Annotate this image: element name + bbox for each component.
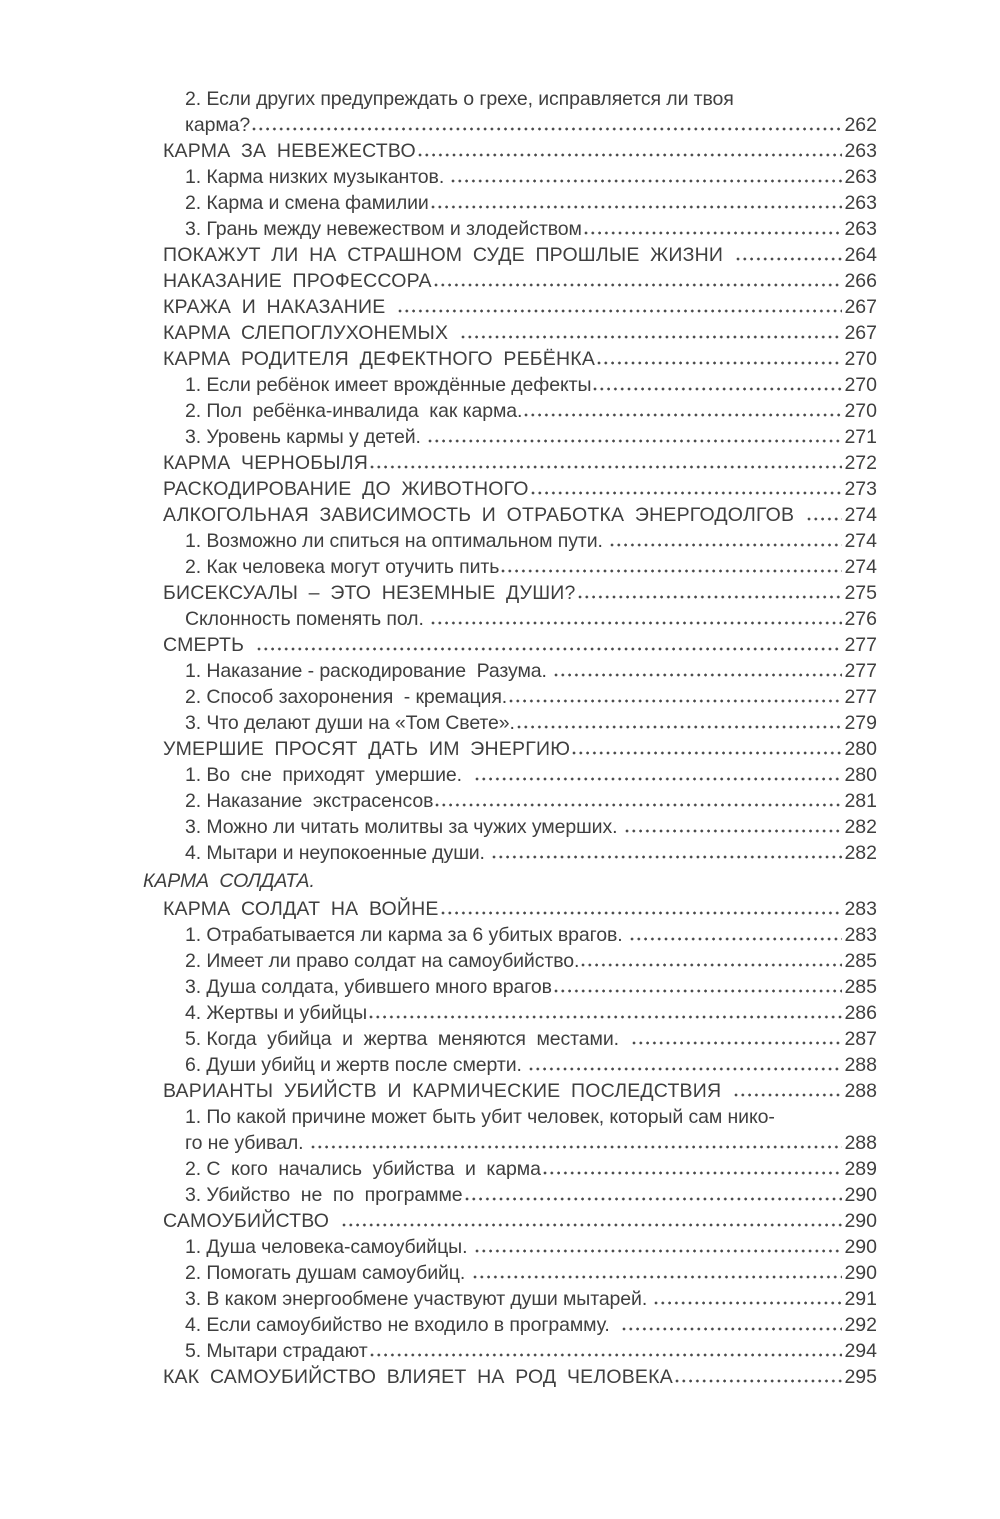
dot-leader xyxy=(578,595,843,599)
dot-leader xyxy=(501,569,842,573)
dot-leader xyxy=(342,1223,843,1227)
toc-entry-page-number: 283 xyxy=(844,924,877,946)
dot-leader xyxy=(475,1249,843,1253)
dot-leader xyxy=(465,1197,843,1201)
toc-entry-title: 2. Как человека могут отучить пить xyxy=(185,556,500,578)
toc-entry-page-number: 285 xyxy=(844,950,877,972)
toc-entry-title: 2. Пол ребёнка-инвалида как карма. xyxy=(185,400,523,422)
toc-entry xyxy=(143,86,877,112)
toc-entry-title: КАРМА СОЛДАТ НА ВОЙНЕ xyxy=(163,898,439,920)
dot-leader xyxy=(736,257,843,261)
dot-leader xyxy=(593,387,842,391)
toc-entry xyxy=(143,684,877,710)
toc-entry xyxy=(143,1130,877,1156)
dot-leader xyxy=(554,989,843,993)
toc-entry-title: 3. Грань между невежеством и злодейством xyxy=(185,218,582,240)
toc-entry-page-number: 274 xyxy=(844,530,877,552)
toc-entry-title: 2. Помогать душам самоубийц. xyxy=(185,1262,471,1284)
dot-leader xyxy=(675,1379,843,1383)
dot-leader xyxy=(257,647,843,651)
toc-entry-title: 1. Душа человека-самоубийцы. xyxy=(185,1236,473,1258)
dot-leader xyxy=(632,1041,843,1045)
toc-entry-title: 1. Отрабатывается ли карма за 6 убитых врагов. xyxy=(185,924,628,946)
toc-entry-title: 1. Если ребёнок имеет врождённые дефекты xyxy=(185,374,592,396)
toc-entry xyxy=(143,554,877,580)
toc-entry-title: 1. Во сне приходят умершие. xyxy=(185,764,473,786)
dot-leader xyxy=(622,1327,842,1331)
toc-entry xyxy=(143,1182,877,1208)
toc-entry-title: РАСКОДИРОВАНИЕ ДО ЖИВОТНОГО xyxy=(163,478,529,500)
dot-leader xyxy=(435,803,842,807)
toc-entry-page-number: 290 xyxy=(844,1262,877,1284)
toc-entry xyxy=(143,580,877,606)
toc-entry xyxy=(143,1364,877,1390)
toc-entry-page-number: 295 xyxy=(844,1366,877,1388)
dot-leader xyxy=(524,413,842,417)
toc-entry-page-number: 292 xyxy=(844,1314,877,1336)
toc-entry-page-number: 280 xyxy=(844,738,877,760)
toc-entry-page-number: 279 xyxy=(844,712,877,734)
toc-entry-page-number: 267 xyxy=(844,322,877,344)
toc-entry-page-number: 285 xyxy=(844,976,877,998)
dot-leader xyxy=(554,673,842,677)
toc-entry-page-number: 282 xyxy=(844,816,877,838)
toc-entry-page-number: 281 xyxy=(844,790,877,812)
toc-entry xyxy=(143,1234,877,1260)
toc-entry-title: ПОКАЖУТ ЛИ НА СТРАШНОМ СУДЕ ПРОШЛЫЕ ЖИЗНИ xyxy=(163,244,734,266)
dot-leader xyxy=(252,127,842,131)
dot-leader xyxy=(311,1145,843,1149)
toc-entry xyxy=(143,868,877,894)
toc-entry xyxy=(143,922,877,948)
toc-entry xyxy=(143,164,877,190)
dot-leader xyxy=(428,439,842,443)
toc-entry-page-number: 288 xyxy=(844,1080,877,1102)
toc-entry xyxy=(143,632,877,658)
dot-leader xyxy=(451,179,842,183)
dot-leader xyxy=(418,153,843,157)
dot-leader xyxy=(398,309,842,313)
toc-entry xyxy=(143,1260,877,1286)
toc-entry xyxy=(143,268,877,294)
toc-entry xyxy=(143,502,877,528)
toc-entry-title: 2. Наказание экстрасенсов xyxy=(185,790,434,812)
toc-entry-title: 3. Душа солдата, убившего много врагов xyxy=(185,976,552,998)
toc-entry xyxy=(143,814,877,840)
toc-entry-page-number: 288 xyxy=(844,1132,877,1154)
dot-leader xyxy=(473,1275,843,1279)
toc-entry xyxy=(143,1052,877,1078)
toc-entry-page-number: 282 xyxy=(844,842,877,864)
dot-leader xyxy=(431,205,843,209)
toc-entry xyxy=(143,658,877,684)
toc-entry-title: 2. Карма и смена фамилии xyxy=(185,192,429,214)
toc-entry-page-number: 287 xyxy=(844,1028,877,1050)
toc-entry-page-number: 277 xyxy=(844,686,877,708)
dot-leader xyxy=(509,699,842,703)
toc-entry-title: 1. Возможно ли спиться на оптимальном пути. xyxy=(185,530,609,552)
table-of-contents xyxy=(143,86,877,1390)
toc-entry-page-number: 263 xyxy=(844,192,877,214)
toc-entry xyxy=(143,840,877,866)
toc-entry-title: СМЕРТЬ xyxy=(163,634,255,656)
toc-entry-title: 1. По какой причине может быть убит человек, который сам нико- xyxy=(185,1106,775,1128)
dot-leader xyxy=(517,725,843,729)
toc-entry xyxy=(143,1208,877,1234)
dot-leader xyxy=(461,335,843,339)
toc-entry-page-number: 274 xyxy=(844,556,877,578)
toc-entry-page-number: 290 xyxy=(844,1236,877,1258)
toc-entry-title: 2. С кого начались убийства и карма xyxy=(185,1158,541,1180)
toc-entry-title: КАРМА РОДИТЕЛЯ ДЕФЕКТНОГО РЕБЁНКА xyxy=(163,348,596,370)
toc-entry-title: 3. Уровень кармы у детей. xyxy=(185,426,427,448)
toc-entry xyxy=(143,216,877,242)
dot-leader xyxy=(572,751,842,755)
toc-entry-title: 3. В каком энергообмене участвуют души мытарей. xyxy=(185,1288,653,1310)
toc-entry-title: 2. Если других предупреждать о грехе, исправляется ли твоя xyxy=(185,88,734,110)
dot-leader xyxy=(475,777,843,781)
toc-entry-title: 3. Убийство не по программе xyxy=(185,1184,463,1206)
dot-leader xyxy=(610,543,842,547)
dot-leader xyxy=(734,1093,843,1097)
toc-entry-page-number: 286 xyxy=(844,1002,877,1024)
toc-entry xyxy=(143,398,877,424)
toc-entry-page-number: 263 xyxy=(844,218,877,240)
toc-entry xyxy=(143,1078,877,1104)
toc-entry xyxy=(143,320,877,346)
toc-entry-title: ВАРИАНТЫ УБИЙСТВ И КАРМИЧЕСКИЕ ПОСЛЕДСТВИЯ xyxy=(163,1080,732,1102)
toc-entry-title: 1. Наказание - раскодирование Разума. xyxy=(185,660,553,682)
toc-entry-page-number: 272 xyxy=(844,452,877,474)
toc-entry-page-number: 274 xyxy=(844,504,877,526)
dot-leader xyxy=(441,911,843,915)
toc-entry-page-number: 273 xyxy=(844,478,877,500)
toc-entry xyxy=(143,450,877,476)
toc-entry-title: АЛКОГОЛЬНАЯ ЗАВИСИМОСТЬ И ОТРАБОТКА ЭНЕРГОДОЛГОВ xyxy=(163,504,805,526)
toc-entry-title: НАКАЗАНИЕ ПРОФЕССОРА xyxy=(163,270,432,292)
toc-entry-page-number: 288 xyxy=(844,1054,877,1076)
toc-entry-page-number: 283 xyxy=(844,898,877,920)
toc-entry-title: Склонность поменять пол. xyxy=(185,608,430,630)
toc-entry-page-number: 280 xyxy=(844,764,877,786)
toc-entry xyxy=(143,948,877,974)
toc-entry-title: го не убивал. xyxy=(185,1132,309,1154)
toc-entry-title: КАК САМОУБИЙСТВО ВЛИЯЕТ НА РОД ЧЕЛОВЕКА xyxy=(163,1366,673,1388)
toc-entry-title: КАРМА СОЛДАТА. xyxy=(143,870,315,892)
toc-entry xyxy=(143,112,877,138)
toc-entry-page-number: 276 xyxy=(844,608,877,630)
toc-entry xyxy=(143,242,877,268)
toc-entry-title: 5. Мытари страдают xyxy=(185,1340,368,1362)
toc-entry xyxy=(143,1156,877,1182)
toc-entry-page-number: 262 xyxy=(844,114,877,136)
toc-entry-page-number: 270 xyxy=(844,400,877,422)
toc-entry xyxy=(143,1338,877,1364)
toc-entry-title: КАРМА СЛЕПОГЛУХОНЕМЫХ xyxy=(163,322,459,344)
toc-entry-page-number: 270 xyxy=(844,374,877,396)
toc-entry-page-number: 275 xyxy=(844,582,877,604)
toc-entry xyxy=(143,294,877,320)
toc-entry-page-number: 294 xyxy=(844,1340,877,1362)
toc-entry-page-number: 291 xyxy=(844,1288,877,1310)
toc-entry-title: САМОУБИЙСТВО xyxy=(163,1210,340,1232)
toc-entry-title: 6. Души убийц и жертв после смерти. xyxy=(185,1054,528,1076)
toc-entry-title: 2. Способ захоронения - кремация. xyxy=(185,686,508,708)
dot-leader xyxy=(370,465,842,469)
toc-entry xyxy=(143,896,877,922)
dot-leader xyxy=(630,937,843,941)
toc-entry xyxy=(143,788,877,814)
dot-leader xyxy=(531,491,843,495)
toc-entry xyxy=(143,1286,877,1312)
toc-entry xyxy=(143,528,877,554)
toc-entry-page-number: 290 xyxy=(844,1210,877,1232)
toc-entry-page-number: 264 xyxy=(844,244,877,266)
toc-entry xyxy=(143,424,877,450)
toc-entry-title: 5. Когда убийца и жертва меняются местами. xyxy=(185,1028,630,1050)
dot-leader xyxy=(369,1015,842,1019)
toc-entry-title: БИСЕКСУАЛЫ – ЭТО НЕЗЕМНЫЕ ДУШИ? xyxy=(163,582,576,604)
dot-leader xyxy=(807,517,843,521)
toc-entry-title: 1. Карма низких музыкантов. xyxy=(185,166,450,188)
toc-entry-title: 4. Если самоубийство не входило в программу. xyxy=(185,1314,621,1336)
toc-entry-page-number: 267 xyxy=(844,296,877,318)
toc-entry-title: КАРМА ЧЕРНОБЫЛЯ xyxy=(163,452,369,474)
toc-entry-title: карма? xyxy=(185,114,251,136)
toc-entry xyxy=(143,710,877,736)
toc-entry xyxy=(143,1000,877,1026)
dot-leader xyxy=(543,1171,843,1175)
toc-entry xyxy=(143,762,877,788)
toc-entry-title: 4. Жертвы и убийцы xyxy=(185,1002,368,1024)
toc-entry-page-number: 270 xyxy=(844,348,877,370)
dot-leader xyxy=(584,231,843,235)
dot-leader xyxy=(434,283,843,287)
toc-entry-page-number: 277 xyxy=(844,634,877,656)
toc-entry xyxy=(143,1026,877,1052)
toc-entry-page-number: 271 xyxy=(844,426,877,448)
toc-entry xyxy=(143,190,877,216)
dot-leader xyxy=(370,1353,843,1357)
toc-entry xyxy=(143,476,877,502)
dot-leader xyxy=(529,1067,842,1071)
toc-entry-title: УМЕРШИЕ ПРОСЯТ ДАТЬ ИМ ЭНЕРГИЮ xyxy=(163,738,571,760)
dot-leader xyxy=(581,963,842,967)
toc-entry-page-number: 277 xyxy=(844,660,877,682)
dot-leader xyxy=(625,829,843,833)
toc-entry-title: КАРМА ЗА НЕВЕЖЕСТВО xyxy=(163,140,416,162)
toc-entry xyxy=(143,346,877,372)
dot-leader xyxy=(492,855,842,859)
toc-entry-page-number: 290 xyxy=(844,1184,877,1206)
toc-entry-title: 2. Имеет ли право солдат на самоубийство. xyxy=(185,950,580,972)
dot-leader xyxy=(597,361,842,365)
toc-entry xyxy=(143,606,877,632)
toc-entry-page-number: 266 xyxy=(844,270,877,292)
toc-entry xyxy=(143,138,877,164)
toc-entry-title: КРАЖА И НАКАЗАНИЕ xyxy=(163,296,397,318)
toc-entry xyxy=(143,1104,877,1130)
toc-entry-page-number: 263 xyxy=(844,166,877,188)
toc-entry-title: 4. Мытари и неупокоенные души. xyxy=(185,842,491,864)
toc-entry xyxy=(143,736,877,762)
dot-leader xyxy=(431,621,842,625)
toc-entry-title: 3. Что делают души на «Том Свете». xyxy=(185,712,515,734)
toc-entry-page-number: 263 xyxy=(844,140,877,162)
toc-entry xyxy=(143,974,877,1000)
toc-entry-page-number: 289 xyxy=(844,1158,877,1180)
dot-leader xyxy=(654,1301,842,1305)
toc-entry xyxy=(143,1312,877,1338)
toc-entry xyxy=(143,372,877,398)
toc-entry-title: 3. Можно ли читать молитвы за чужих умерших. xyxy=(185,816,623,838)
